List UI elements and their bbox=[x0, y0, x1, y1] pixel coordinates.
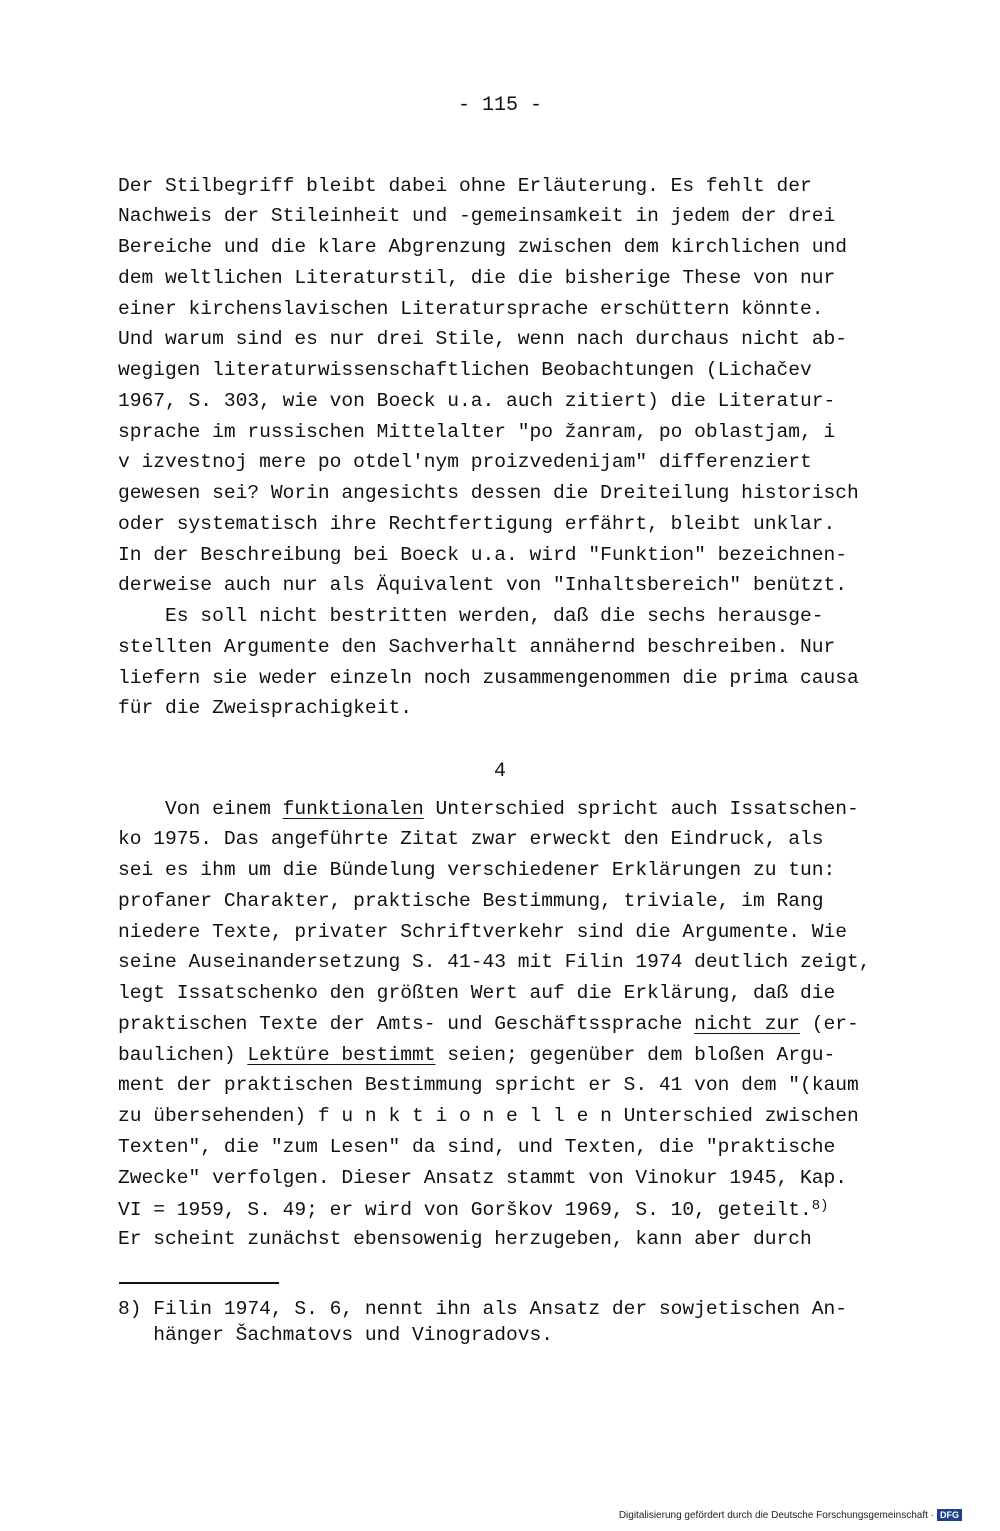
text-line: wegigen literaturwissenschaftlichen Beobachtungen (Lichačev bbox=[118, 359, 812, 381]
underlined-term: nicht zur bbox=[694, 1013, 800, 1035]
text-fragment: VI = 1959, S. 49; er wird von Gorškov 1969, S. 10, geteilt. bbox=[118, 1199, 812, 1221]
text-line: liefern sie weder einzeln noch zusammengenommen die prima causa bbox=[118, 667, 859, 689]
footnote-line: 8) Filin 1974, S. 6, nennt ihn als Ansatz der sowjetischen An- bbox=[118, 1298, 848, 1320]
text-line: derweise auch nur als Äquivalent von "Inhaltsbereich" benützt. bbox=[118, 574, 848, 596]
text-line: Nachweis der Stileinheit und -gemeinsamkeit in jedem der drei bbox=[118, 205, 836, 227]
text-line: v izvestnoj mere po otdel'nym proizvedenijam" differenziert bbox=[118, 451, 812, 473]
text-line bbox=[118, 800, 859, 820]
footnote-marker: 8) bbox=[811, 1198, 829, 1214]
text-line bbox=[118, 1015, 859, 1035]
page-number: - 115 - bbox=[457, 94, 542, 117]
text-line: Der Stilbegriff bleibt dabei ohne Erläuterung. Es fehlt der bbox=[118, 175, 812, 197]
text-line: für die Zweisprachigkeit. bbox=[118, 697, 412, 719]
footnote-line: hänger Šachmatovs und Vinogradovs. bbox=[118, 1324, 554, 1346]
text-line: Es soll nicht bestritten werden, daß die sechs herausge- bbox=[118, 605, 824, 627]
underlined-term: funktionalen bbox=[282, 798, 424, 820]
text-fragment: praktischen Texte der Amts- und Geschäftssprache bbox=[118, 1013, 695, 1035]
text-line: oder systematisch ihre Rechtfertigung erfährt, bleibt unklar. bbox=[118, 513, 836, 535]
text-line: In der Beschreibung bei Boeck u.a. wird "Funktion" bezeichnen- bbox=[118, 544, 848, 566]
text-line: Bereiche und die klare Abgrenzung zwischen dem kirchlichen und bbox=[118, 236, 848, 258]
text-line: zu übersehenden) f u n k t i o n e l l e n Unterschied zwischen bbox=[118, 1105, 859, 1127]
text-fragment: Von einem bbox=[118, 798, 283, 820]
underlined-term: Lektüre bestimmt bbox=[247, 1044, 436, 1066]
text-line: ko 1975. Das angeführte Zitat zwar erweckt den Eindruck, als bbox=[118, 828, 824, 850]
text-line: 1967, S. 303, wie von Boeck u.a. auch zitiert) die Literatur- bbox=[118, 390, 836, 412]
text-line: Zwecke" verfolgen. Dieser Ansatz stammt von Vinokur 1945, Kap. bbox=[118, 1167, 848, 1189]
text-line: dem weltlichen Literaturstil, die die bisherige These von nur bbox=[118, 267, 836, 289]
footnote-divider bbox=[119, 1282, 279, 1284]
text-line: gewesen sei? Worin angesichts dessen die Dreiteilung historisch bbox=[118, 482, 859, 504]
text-line: stellten Argumente den Sachverhalt annähernd beschreiben. Nur bbox=[118, 636, 836, 658]
credit-text: Digitalisierung gefördert durch die Deutsche Forschungsgemeinschaft · bbox=[618, 1509, 934, 1521]
text-line: sei es ihm um die Bündelung verschiedener Erklärungen zu tun: bbox=[118, 859, 836, 881]
text-fragment: Unterschied spricht auch Issatschen- bbox=[423, 798, 859, 820]
section-heading: 4 bbox=[493, 760, 506, 783]
text-line: ment der praktischen Bestimmung spricht er S. 41 von dem "(kaum bbox=[118, 1074, 859, 1096]
text-fragment: baulichen) bbox=[118, 1044, 248, 1066]
text-line: Er scheint zunächst ebensowenig herzugeben, kann aber durch bbox=[118, 1228, 812, 1250]
dfg-logo-icon: DFG bbox=[937, 1509, 962, 1521]
text-line: Texten", die "zum Lesen" da sind, und Texten, die "praktische bbox=[118, 1136, 836, 1158]
text-fragment: seien; gegenüber dem bloßen Argu- bbox=[435, 1044, 836, 1066]
text-line: Und warum sind es nur drei Stile, wenn nach durchaus nicht ab- bbox=[118, 328, 848, 350]
digitization-credit bbox=[619, 1509, 962, 1521]
text-fragment: (er- bbox=[799, 1013, 859, 1035]
text-line: sprache im russischen Mittelalter "po žanram, po oblastjam, i bbox=[118, 421, 836, 443]
text-line bbox=[118, 1199, 829, 1221]
text-line: seine Auseinandersetzung S. 41-43 mit Filin 1974 deutlich zeigt, bbox=[118, 951, 871, 973]
text-line: einer kirchenslavischen Literatursprache erschüttern könnte. bbox=[118, 298, 824, 320]
text-line: profaner Charakter, praktische Bestimmung, triviale, im Rang bbox=[118, 890, 824, 912]
text-line: niedere Texte, privater Schriftverkehr sind die Argumente. Wie bbox=[118, 921, 848, 943]
text-line: legt Issatschenko den größten Wert auf die Erklärung, daß die bbox=[118, 982, 836, 1004]
text-line bbox=[118, 1046, 835, 1066]
